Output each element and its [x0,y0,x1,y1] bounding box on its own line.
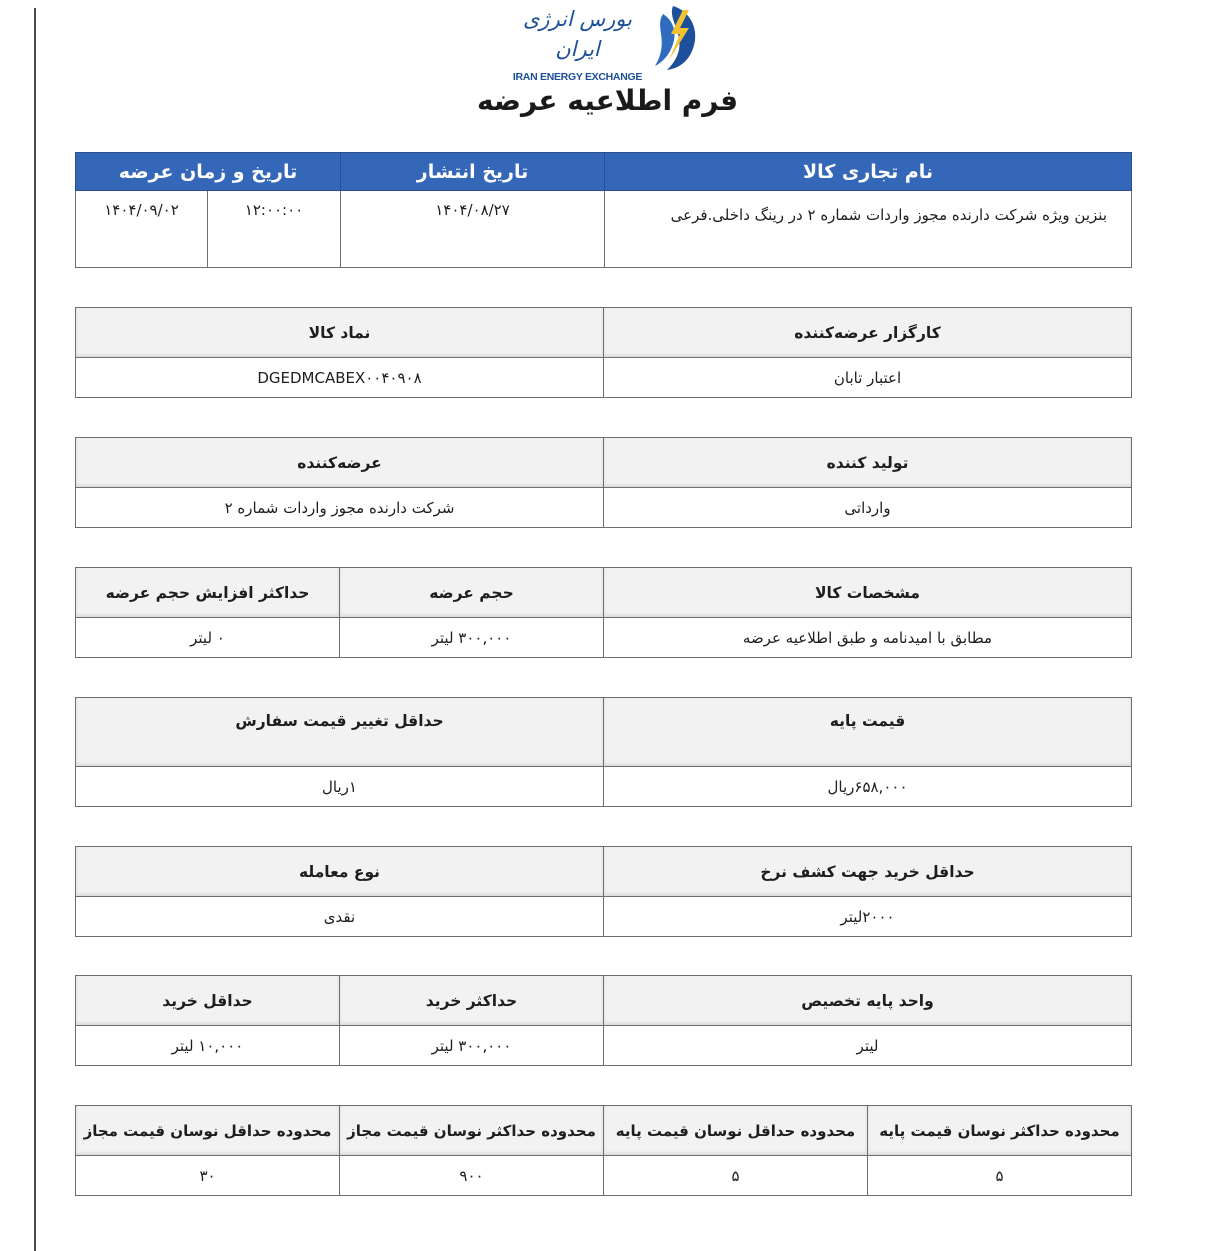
offer-date-value: ۱۴۰۴/۰۹/۰۲ [76,191,208,268]
table-header-row [76,438,1132,488]
header-producer: تولید کننده [604,438,1132,488]
product-name-value: بنزین ویژه شرکت دارنده مجوز واردات شماره ۲ در رینگ داخلی.فرعی [605,191,1132,268]
table-row [76,767,1132,807]
iran-energy-exchange-logo [505,2,705,83]
table-header-row [76,847,1132,897]
min-purchase-rate-value: ۲۰۰۰لیتر [604,897,1132,937]
table-row [76,1156,1132,1196]
logo-english-name: IRAN ENERGY EXCHANGE [512,71,643,83]
logo-text [505,2,650,84]
offer-volume-value: ۳۰۰,۰۰۰ لیتر [340,618,604,658]
header-min-purchase-rate: حداقل خرید جهت کشف نرخ [604,847,1132,897]
base-price-table [75,697,1132,807]
allocation-purchase-limits-table [75,975,1132,1066]
header-min-allowed-price-range: محدوده حداقل نوسان قیمت مجاز [76,1106,340,1156]
header-product-spec: مشخصات کالا [604,568,1132,618]
product-spec-value: مطابق با امیدنامه و طبق اطلاعیه عرضه [604,618,1132,658]
header-min-price-change: حداقل تغییر قیمت سفارش [76,698,604,767]
symbol-value: DGEDMCABEX۰۰۴۰۹۰۸ [76,358,604,398]
table-header-row [76,1106,1132,1156]
supplier-value: شرکت دارنده مجوز واردات شماره ۲ [76,488,604,528]
min-purchase-value: ۱۰,۰۰۰ لیتر [76,1026,340,1066]
header-min-base-price-range: محدوده حداقل نوسان قیمت پایه [604,1106,868,1156]
producer-supplier-table [75,437,1132,528]
min-base-price-range-value: ۵ [604,1156,868,1196]
header-min-purchase: حداقل خرید [76,976,340,1026]
header-max-purchase: حداکثر خرید [340,976,604,1026]
table-row [76,488,1132,528]
header-base-price: قیمت پایه [604,698,1132,767]
table-header-row [76,308,1132,358]
header-trade-type: نوع معامله [76,847,604,897]
header-publish-date: تاریخ انتشار [341,153,605,191]
logo-persian-name: بورس انرژی ایران [523,7,632,61]
max-volume-increase-value: ۰ لیتر [76,618,340,658]
header-product-name: نام تجاری کالا [605,153,1132,191]
offer-time-value: ۱۲:۰۰:۰۰ [208,191,341,268]
trade-type-value: نقدی [76,897,604,937]
table-row [76,191,1132,268]
product-spec-volume-table [75,567,1132,658]
header-max-allowed-price-range: محدوده حداکثر نوسان قیمت مجاز [340,1106,604,1156]
max-purchase-value: ۳۰۰,۰۰۰ لیتر [340,1026,604,1066]
header-broker: کارگزار عرضه‌کننده [604,308,1132,358]
header-supplier: عرضه‌کننده [76,438,604,488]
producer-value: وارداتی [604,488,1132,528]
publish-date-value: ۱۴۰۴/۰۸/۲۷ [341,191,605,268]
table-row [76,897,1132,937]
page-title: فرم اطلاعیه عرضه [476,84,739,117]
table-header-row [76,698,1132,767]
header-allocation-unit: واحد پایه تخصیص [604,976,1132,1026]
min-allowed-price-range-value: ۳۰ [76,1156,340,1196]
header-symbol: نماد کالا [76,308,604,358]
product-info-table [75,152,1132,268]
price-range-table [75,1105,1132,1196]
header-offer-volume: حجم عرضه [340,568,604,618]
table-row [76,618,1132,658]
base-price-value: ۶۵۸,۰۰۰ریال [604,767,1132,807]
table-header-row [76,153,1132,191]
table-header-row [76,976,1132,1026]
header-max-volume-increase: حداکثر افزایش حجم عرضه [76,568,340,618]
table-row [76,1026,1132,1066]
left-margin-rule [34,8,36,1251]
max-base-price-range-value: ۵ [868,1156,1132,1196]
header-max-base-price-range: محدوده حداکثر نوسان قیمت پایه [868,1106,1132,1156]
max-allowed-price-range-value: ۹۰۰ [340,1156,604,1196]
min-price-change-value: ۱ریال [76,767,604,807]
table-row [76,358,1132,398]
header-offer-datetime: تاریخ و زمان عرضه [76,153,341,191]
broker-value: اعتبار تابان [604,358,1132,398]
energy-flame-icon [653,4,699,72]
table-header-row [76,568,1132,618]
purchase-trade-type-table [75,846,1132,937]
broker-symbol-table [75,307,1132,398]
allocation-unit-value: لیتر [604,1026,1132,1066]
